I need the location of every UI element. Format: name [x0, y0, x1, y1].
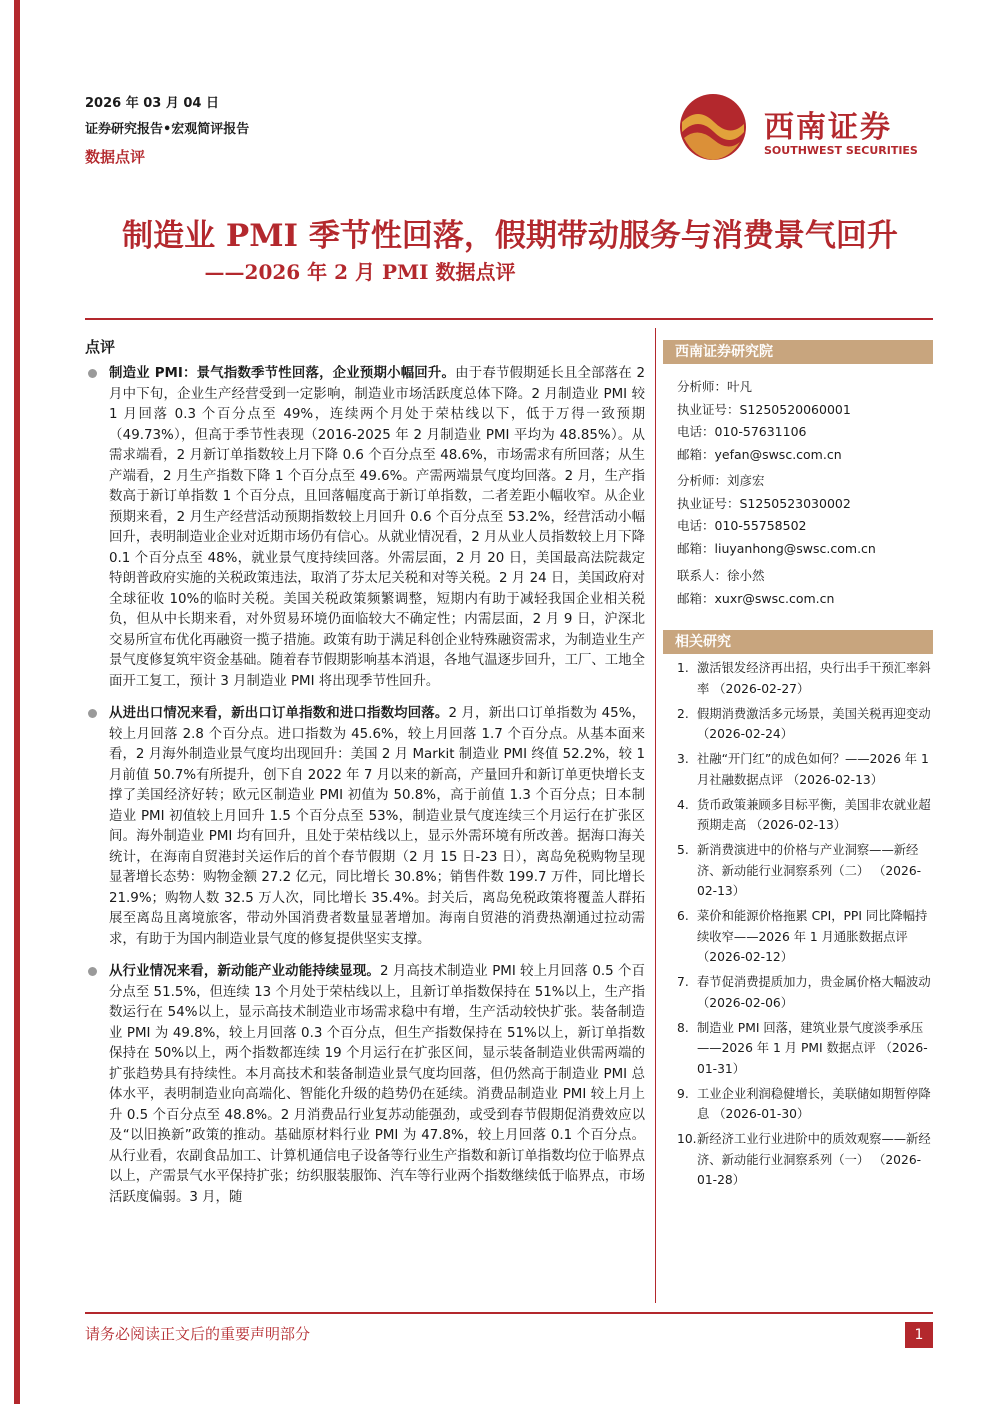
section-heading: 点评 — [85, 338, 116, 356]
analyst-info-2 — [677, 470, 933, 560]
analyst-phone: 电话：010-55758502 — [677, 518, 807, 534]
paragraph-trade — [85, 704, 645, 950]
report-category: 数据点评 — [85, 148, 146, 166]
paragraph-lead: 从进出口情况来看，新出口订单指数和进口指数均回落。 — [109, 706, 449, 721]
list-item[interactable]: 9. 工业企业利润稳健增长，美联储如期暂停降息 （2026-01-30） — [677, 1086, 931, 1121]
analyst-name: 分析师：叶凡 — [677, 379, 753, 394]
report-subtitle: ——2026 年 2 月 PMI 数据点评 — [204, 260, 516, 284]
paragraph-body: 由于春节假期延长且全部落在 2 月中下旬，企业生产经营受到一定影响，制造业市场活跃度总体下降。2 月制造业 PMI 较 1 月回落 0.3 个百分点至 49%，连续两个月处于荣枯线以下，低于万得一致预期（49.73%），但高于季节性表现（2016-2025 年 2 月制造业 PMI 平均为 48.85%）。从需求端看，2 月新订单指数较上月下降 0.6 个百分点至 48.6%，市场需求有所回落；从生产端看，2 月生产指数下降 1 个百分点至 49.6%。产需两端景气度均回落。2 月，生产指数高于新订单指数 1 个百分点，且回落幅度高于新订单指数，二者差距小幅收窄。从企业预期来看，2 月生产经营活动预期指数较上月回升 0.6 个百分点至 53.2%，经营活动小幅回升，表明制造业企业对近期市场仍有信心。从就业情况看，2 月从业人员指数较上月下降 0.1 个百分点至 48%，就业景气度持续回落。外需层面，2 月 20 日，美国最高法院裁定特朗普政府实施的关税政策违法，取消了芬太尼关税和对等关税。2 月 24 日，美国政府对全球征收 10%的临时关税。美国关税政策频繁调整，短期内有助于减轻我国企业相关税负，但从中长期来看，对外贸易环境仍面临较大不确定性；内需层面，2 月 9 日，沪深北交易所宣布优化再融资一揽子措施。政策有助于满足科创企业特殊融资需求，为制造业生产景气度修复筑牢资金基础。随着春节假期影响基本消退，各地气温逐步回升，工厂、工地全面开工复工，预计 3 月制造业 PMI 将出现季节性回升。 — [109, 366, 645, 689]
analyst-email[interactable]: 邮箱：liuyanhong@swsc.com.cn — [677, 540, 876, 556]
list-item[interactable]: 8. 制造业 PMI 回落，建筑业景气度淡季承压——2026 年 1 月 PMI 数据点评 （2026-01-31） — [677, 1020, 928, 1076]
logo-name-en: SOUTHWEST SECURITIES — [764, 144, 918, 157]
analyst-email[interactable]: 邮箱：yefan@swsc.com.cn — [677, 446, 842, 462]
report-title: 制造业 PMI 季节性回落，假期带动服务与消费景气回升 — [122, 218, 898, 254]
list-item[interactable]: 6. 菜价和能源价格拖累 CPI，PPI 同比降幅持续收窄——2026 年 1 月通胀数据点评 （2026-02-12） — [677, 909, 928, 964]
report-date: 2026 年 03 月 04 日 — [85, 96, 219, 111]
analyst-info-1 — [677, 376, 933, 466]
paragraph-industry — [85, 962, 645, 1208]
paragraph-lead: 制造业 PMI：景气指数季节性回落，企业预期小幅回升。 — [109, 366, 456, 381]
related-research-label: 相关研究 — [663, 630, 933, 654]
list-item[interactable]: 3. 社融“开门红”的成色如何？——2026 年 1 月社融数据点评 （2026-02-13） — [677, 752, 929, 787]
header-divider — [85, 318, 933, 320]
list-item[interactable]: 1. 激活银发经济再出招，央行出手干预汇率斜率 （2026-02-27） — [677, 661, 931, 696]
paragraph-body: 2 月，新出口订单指数为 45%，较上月回落 2.8 个百分点。进口指数为 45.6%，较上月回落 1.7 个百分点。从基本面来看，2 月海外制造业景气度均出现回升：美国 2 月 Markit 制造业 PMI 终值 52.2%，较 1 月前值 50.7%有所提升，创下自 2022 年 7 月以来的新高，产量回升和新订单更快增长支撑了美国经济好转；欧元区制造业 PMI 初值为 50.8%，高于前值 1.3 个百分点；日本制造业 PMI 初值较上月回升 1.5 个百分点至 53%，制造业景气度连续三个月运行在扩张区间。海外制造业 PMI 均有回升，且处于荣枯线以上，显示外需环境有所改善。据海口海关统计，在海南自贸港封关运作后的首个春节假期（2 月 15 日-23 日），离岛免税购物呈现显著增长态势：购物金额 27.2 亿元，同比增长 30.8%；销售件数 199.7 万件，同比增长 21.9%；购物人数 32.5 万人次，同比增长 35.4%。封关后，离岛免税政策将覆盖人群拓展至离岛且离境旅客，带动外国消费者数量显著增加。海南自贸港的消费热潮通过拉动需求，有助于为国内制造业景气度的修复提供坚实支撑。 — [109, 706, 646, 947]
list-item[interactable]: 10. 新经济工业行业进阶中的质效观察——新经济、新动能行业洞察系列（一） （2026-01-28） — [677, 1132, 931, 1187]
related-research-list — [677, 658, 933, 1195]
analyst-cert: 执业证号：S1250523030002 — [677, 495, 851, 511]
contact-info — [677, 565, 933, 610]
analyst-phone: 电话：010-57631106 — [677, 424, 807, 440]
contact-email[interactable]: 邮箱：xuxr@swsc.com.cn — [677, 590, 835, 606]
footer-disclaimer: 请务必阅读正文后的重要声明部分 — [85, 1325, 311, 1343]
page-number: 1 — [905, 1322, 933, 1348]
analyst-name: 分析师：刘彦宏 — [677, 473, 765, 488]
analyst-cert: 执业证号：S1250520060001 — [677, 401, 851, 417]
report-type: 证券研究报告•宏观简评报告 — [85, 122, 250, 137]
main-content — [85, 364, 645, 1220]
logo-name-cn: 西南证券 — [764, 110, 892, 145]
company-logo — [678, 88, 928, 168]
footer-divider — [85, 1312, 933, 1314]
column-divider — [655, 328, 656, 1303]
logo-emblem-icon — [678, 92, 748, 162]
paragraph-body: 2 月高技术制造业 PMI 较上月回落 0.5 个百分点至 51.5%，但连续 13 个月处于荣枯线以上，且新订单指数保持在 51%以上，生产指数运行在 54%以上，显示高技术制造业市场需求稳中有增，生产活动较快扩张。装备制造业 PMI 为 49.8%，较上月回落 0.3 个百分点，但生产指数保持在 51%以上，新订单指数保持在 50%以上，两个指数都连续 19 个月运行在扩张区间，显示装备制造业供需两端的扩张趋势具有持续性。本月高技术和装备制造业景气度均回落，但仍然高于制造业 PMI 总体水平，表明制造业向高端化、智能化升级的趋势仍在延续。消费品制造业 PMI 较上月上升 0.5 个百分点至 48.8%。2 月消费品行业复苏动能强劲，或受到春节假期促消费效应以及“以旧换新”政策的推动。基础原材料行业 PMI 为 47.8%，较上月回落 0.1 个百分点。从行业看，农副食品加工、计算机通信电子设备等行业生产指数和新订单指数均位于临界点以上，产需景气水平保持扩张；纺织服装服饰、汽车等行业两个指数继续低于临界点，市场活跃度偏弱。3 月，随 — [109, 964, 645, 1205]
institute-label: 西南证券研究院 — [663, 340, 933, 364]
bullet-icon — [88, 369, 97, 378]
bullet-icon — [88, 709, 97, 718]
bullet-icon — [88, 967, 97, 976]
list-item[interactable]: 2. 假期消费激活多元场景，美国关税再迎变动 （2026-02-24） — [677, 706, 931, 741]
paragraph-lead: 从行业情况来看，新动能产业动能持续显现。 — [109, 964, 380, 979]
list-item[interactable]: 5. 新消费演进中的价格与产业洞察——新经济、新动能行业洞察系列（二） （2026-02-13） — [677, 843, 922, 898]
list-item[interactable]: 7. 春节促消费提质加力，贵金属价格大幅波动 （2026-02-06） — [677, 975, 931, 1010]
list-item[interactable]: 4. 货币政策兼顾多目标平衡，美国非农就业超预期走高 （2026-02-13） — [677, 797, 931, 832]
left-accent-rule — [14, 0, 20, 1404]
contact-name: 联系人：徐小然 — [677, 568, 765, 583]
paragraph-manufacturing — [85, 364, 645, 692]
